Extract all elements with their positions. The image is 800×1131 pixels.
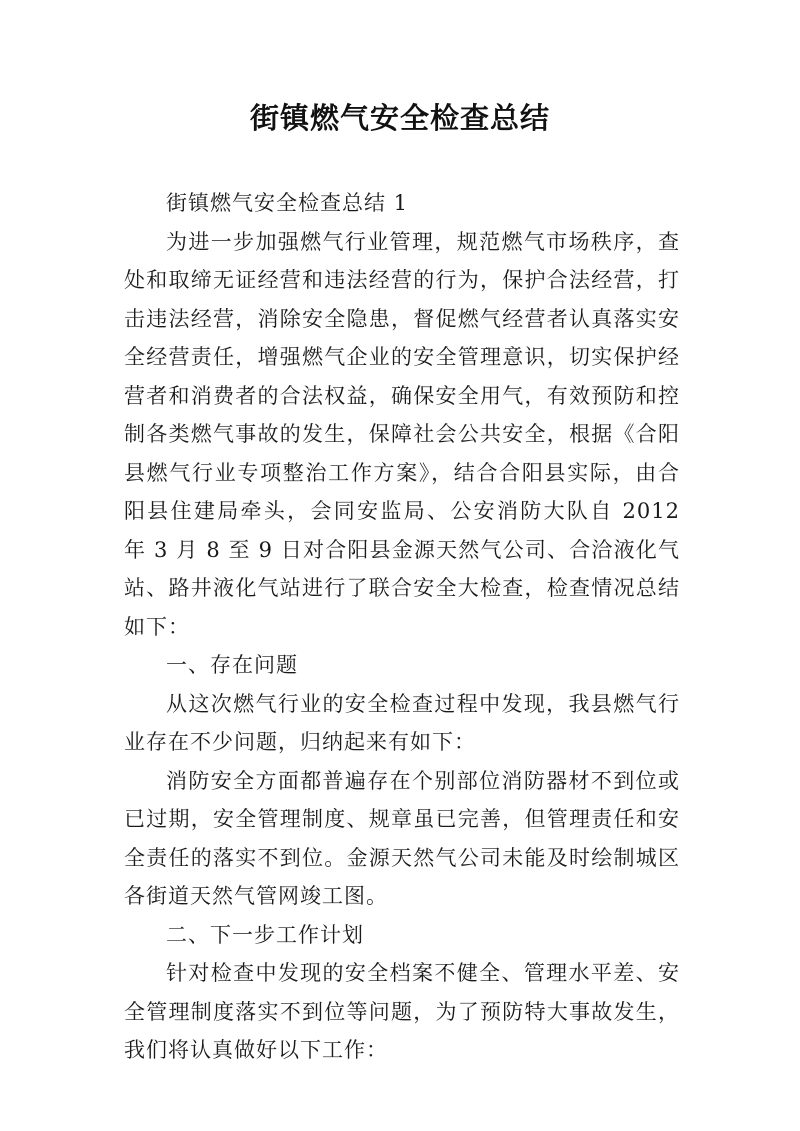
section-title: 街镇燃气安全检查总结 1 [166, 191, 409, 215]
paragraph-problems-summary: 从这次燃气行业的安全检查过程中发现，我县燃气行业存在不少问题，归纳起来有如下： [124, 691, 680, 754]
heading-next-steps: 二、下一步工作计划 [166, 922, 364, 947]
document-title: 街镇燃气安全检查总结 [249, 101, 550, 135]
paragraph-fire-safety: 消防安全方面都普遍存在个别部位消防器材不到位或已过期，安全管理制度、规章虽已完善，但管理责任和安全责任的落实不到位。金源天然气公司未能及时绘制城区各街道天然气管网竣工图。 [124, 768, 680, 908]
paragraph-intro: 为进一步加强燃气行业管理，规范燃气市场秩序，查处和取缔无证经营和违法经营的行为，保护合法经营，打击违法经营，消除安全隐患，督促燃气经营者认真落实安全经营责任，增强燃气企业的安全管理意识，切实保护经营者和消费者的合法权益，确保安全用气，有效预防和控制各类燃气事故的发生，保障社会公共安全，根据《合阳县燃气行业专项整治工作方案》，结合合阳县实际，由合阳县住建局牵头，会同安监局、公安消防大队自 2012 年 3 月 8 至 9 日对合阳县金源天然气公司、合洽液化气站、路井液化气站进行了联合安全大检查，检查情况总结如下： [124, 229, 680, 639]
document-body [124, 184, 680, 1070]
heading-existing-problems: 一、存在问题 [166, 653, 298, 677]
paragraph-next-steps: 针对检查中发现的安全档案不健全、管理水平差、安全管理制度落实不到位等问题，为了预防特大事故发生，我们将认真做好以下工作： [124, 961, 680, 1062]
